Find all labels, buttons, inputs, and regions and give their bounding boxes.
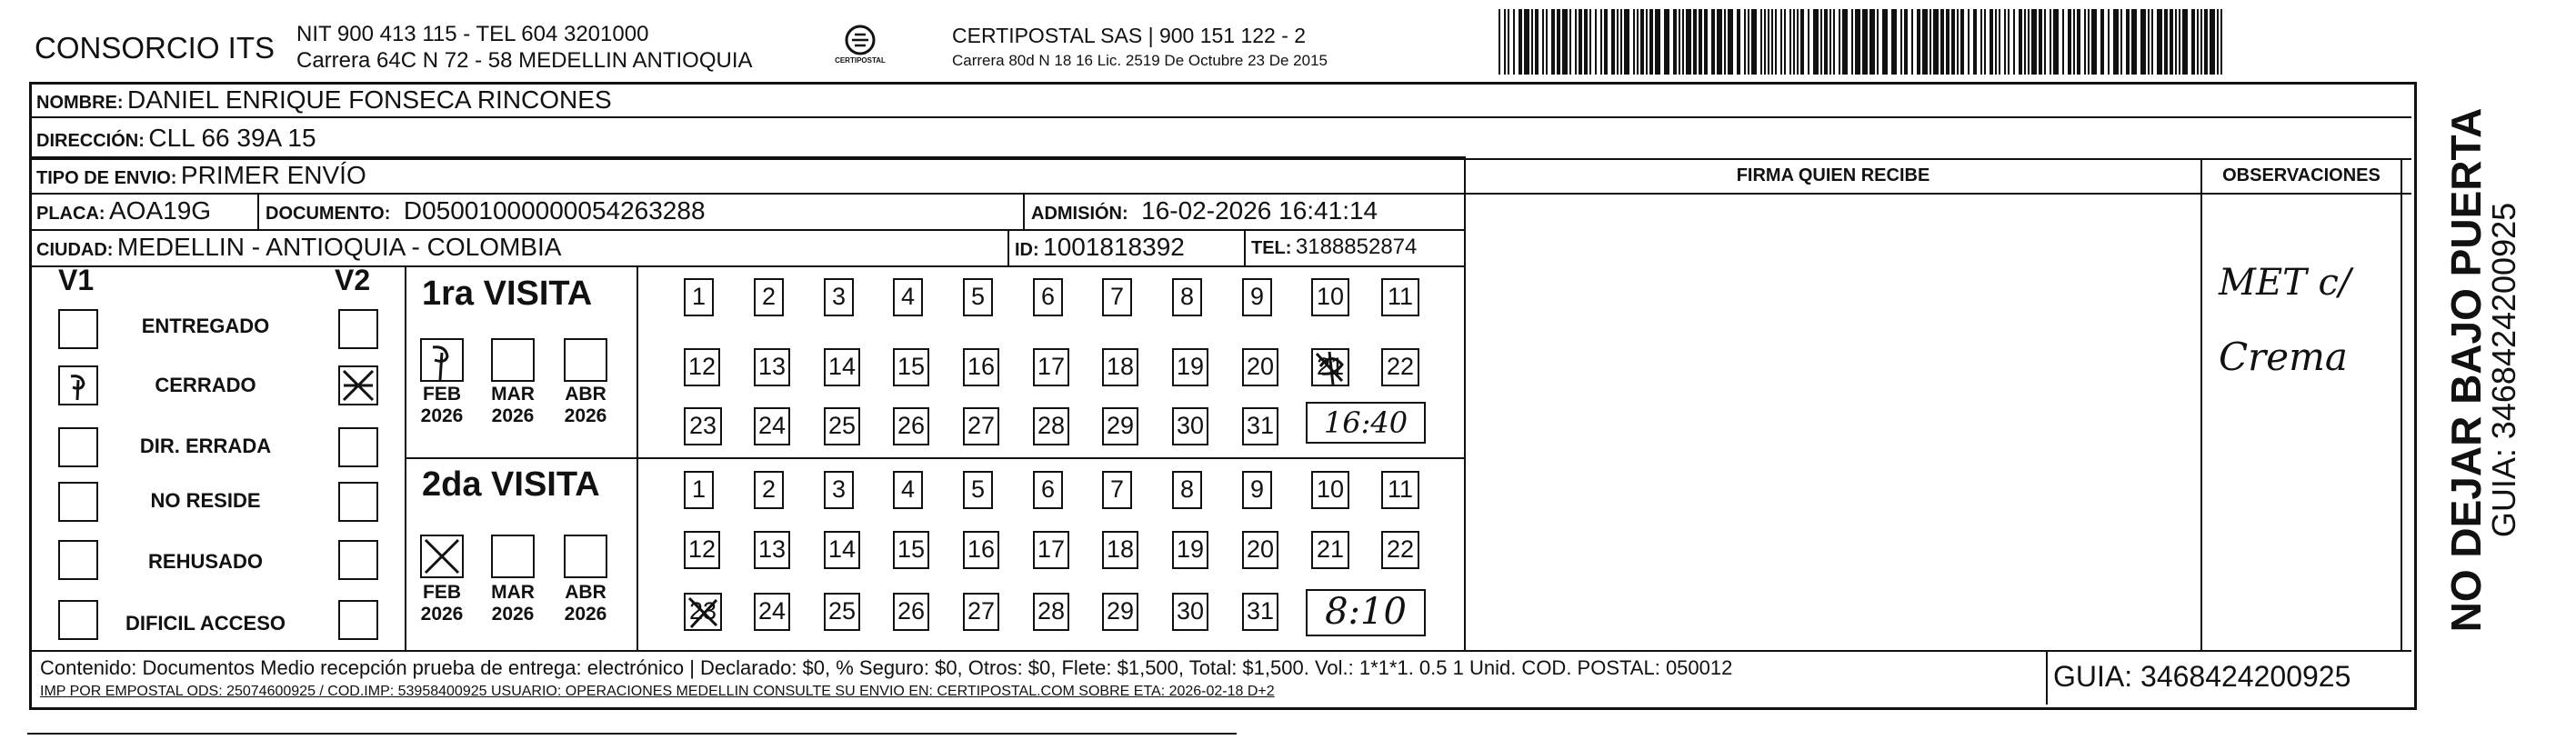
visit2-day[interactable]: 31	[1242, 593, 1278, 631]
visit1-day[interactable]: 7	[1102, 278, 1132, 316]
visit2-day[interactable]: 26	[893, 593, 929, 631]
visit1-day[interactable]: 9	[1242, 278, 1272, 316]
visit2-day[interactable]: 12	[684, 531, 720, 569]
visit1-day[interactable]: 11	[1381, 278, 1419, 316]
placa-value: AOA19G	[109, 196, 212, 225]
barcode	[1498, 9, 2226, 75]
tipo-label: TIPO DE ENVIO:	[36, 168, 177, 188]
nombre-row	[36, 85, 612, 115]
direccion-row	[36, 124, 316, 153]
visit1-month-abr-checkbox[interactable]	[564, 338, 607, 382]
visit1-mar-year: 2026	[491, 405, 535, 426]
visit2-day[interactable]: 25	[824, 593, 860, 631]
visit1-day[interactable]: 10	[1311, 278, 1349, 316]
x-mark-icon	[340, 367, 376, 404]
no-dejar-warning: NO DEJAR BAJO PUERTA	[2442, 107, 2490, 633]
visit2-day[interactable]: 4	[893, 471, 923, 509]
v2-label: V2	[335, 264, 371, 296]
observaciones-note-line2: Crema	[2219, 335, 2348, 379]
visit2-abr-label: ABR	[565, 582, 606, 603]
visit2-mar-year: 2026	[491, 604, 535, 625]
visit2-month-mar-checkbox[interactable]	[491, 535, 535, 578]
visit1-day[interactable]: 24	[754, 407, 790, 445]
visit2-day[interactable]: 5	[963, 471, 993, 509]
visit2-mar-label: MAR	[491, 582, 535, 603]
visit2-day[interactable]: 17	[1033, 531, 1069, 569]
visit2-day[interactable]: 10	[1311, 471, 1349, 509]
visit1-mar-label: MAR	[491, 384, 535, 405]
visit2-day[interactable]: 2	[754, 471, 784, 509]
visit2-month-feb	[415, 582, 469, 625]
visit2-month-feb-checkbox[interactable]	[420, 535, 464, 578]
visit2-month-mar	[486, 582, 540, 625]
nombre-value: DANIEL ENRIQUE FONSECA RINCONES	[127, 85, 612, 114]
visit1-day[interactable]: 3	[824, 278, 854, 316]
tel-field	[1251, 235, 1417, 260]
v1-label: V1	[58, 264, 95, 296]
v2-checkbox-rehusado[interactable]	[338, 540, 378, 580]
visit1-title: 1ra VISITA	[422, 275, 593, 313]
footer-imp-line: IMP POR EMPOSTAL ODS: 25074600925 / COD.IMP: 53958400925 USUARIO: OPERACIONES MEDELLIN CONSULTE SU ENVIO EN: CERTIPOSTAL.COM SOBRE ETA: 2026-02-18 D+2	[40, 684, 1275, 699]
visit1-day[interactable]: 12	[684, 348, 720, 386]
visit1-day-marked[interactable]: 21	[1311, 348, 1349, 386]
side-text	[2421, 105, 2521, 636]
visit2-abr-year: 2026	[564, 604, 607, 625]
visit1-month-abr	[558, 384, 613, 427]
v1-checkbox-entregado[interactable]	[58, 309, 98, 349]
v1-checkbox-cerrado[interactable]	[58, 365, 98, 405]
company-nit: NIT 900 413 115 - TEL 604 3201000	[296, 22, 649, 46]
visit2-day[interactable]: 22	[1381, 531, 1419, 569]
visit2-month-abr	[558, 582, 613, 625]
visit2-day[interactable]: 19	[1172, 531, 1208, 569]
visit2-day[interactable]: 13	[754, 531, 790, 569]
ciudad-field	[36, 233, 561, 262]
visit2-day[interactable]: 16	[963, 531, 999, 569]
logo-caption: CERTIPOSTAL	[835, 56, 886, 65]
visit2-day[interactable]: 6	[1033, 471, 1063, 509]
visit1-month-feb	[415, 384, 469, 427]
visit1-day[interactable]: 22	[1381, 348, 1419, 386]
visit1-abr-label: ABR	[565, 384, 606, 405]
visit2-day[interactable]: 29	[1102, 593, 1138, 631]
visit1-day[interactable]: 27	[963, 407, 999, 445]
admision-field	[1031, 196, 1378, 225]
visit2-time-box[interactable]: 8:10	[1306, 589, 1426, 636]
ciudad-label: CIUDAD:	[36, 240, 114, 260]
visit1-feb-year: 2026	[420, 405, 464, 426]
visit1-day[interactable]: 15	[893, 348, 929, 386]
v1-checkbox-no-reside[interactable]	[58, 482, 98, 522]
visit1-day[interactable]: 1	[684, 278, 714, 316]
tel-value: 3188852874	[1295, 235, 1418, 259]
v2-checkbox-entregado[interactable]	[338, 309, 378, 349]
certipostal-name: CERTIPOSTAL SAS | 900 151 122 - 2	[952, 24, 1307, 47]
visit1-day[interactable]: 28	[1033, 407, 1069, 445]
visit2-day[interactable]: 21	[1311, 531, 1349, 569]
footer-contenido: Contenido: Documentos Medio recepción prueba de entrega: electrónico | Declarado: $0, % Seguro: $0, Otros: $0, Flete: $1,500, Total: $1,500. Vol.: 1*1*1. 0.5 1 Unid. COD. POSTAL: 050012	[40, 656, 1733, 679]
v1-checkbox-dificil-acceso[interactable]	[58, 600, 98, 640]
visit1-day[interactable]: 2	[754, 278, 784, 316]
visit2-day[interactable]: 11	[1381, 471, 1419, 509]
visit2-day[interactable]: 24	[754, 593, 790, 631]
visit1-day[interactable]: 19	[1172, 348, 1208, 386]
visit2-day[interactable]: 15	[893, 531, 929, 569]
status-rehusado: REHUSADO	[148, 550, 263, 573]
visit2-day[interactable]: 1	[684, 471, 714, 509]
visit1-month-mar	[486, 384, 540, 427]
company-name: CONSORCIO ITS	[35, 31, 276, 65]
visit1-day[interactable]: 18	[1102, 348, 1138, 386]
visit2-day[interactable]: 27	[963, 593, 999, 631]
visit2-month-abr-checkbox[interactable]	[564, 535, 607, 578]
ciudad-value: MEDELLIN - ANTIOQUIA - COLOMBIA	[116, 233, 562, 261]
visit2-feb-year: 2026	[420, 604, 464, 625]
admision-value: 16-02-2026 16:41:14	[1141, 196, 1378, 225]
visit1-day[interactable]: 20	[1242, 348, 1278, 386]
v1-checkbox-rehusado[interactable]	[58, 540, 98, 580]
v2-checkbox-cerrado[interactable]	[338, 365, 378, 405]
x-mark-icon	[422, 536, 462, 576]
visit1-day[interactable]: 31	[1242, 407, 1278, 445]
x-mark-icon	[684, 593, 722, 631]
checkmark-icon	[60, 367, 96, 404]
visit2-day[interactable]: 28	[1033, 593, 1069, 631]
checkmark-icon	[422, 340, 462, 380]
visit1-day[interactable]: 14	[824, 348, 860, 386]
nombre-label: NOMBRE:	[36, 93, 124, 113]
certipostal-logo	[833, 20, 887, 75]
visit2-day[interactable]: 9	[1242, 471, 1272, 509]
visit1-day[interactable]: 8	[1172, 278, 1202, 316]
tel-label: TEL:	[1251, 238, 1292, 258]
tipo-row	[36, 161, 366, 190]
visit2-day[interactable]: 8	[1172, 471, 1202, 509]
placa-label: PLACA:	[36, 204, 105, 224]
visit2-day[interactable]: 30	[1172, 593, 1208, 631]
firma-header: FIRMA QUIEN RECIBE	[1736, 165, 1930, 185]
id-label: ID:	[1015, 240, 1039, 260]
visit1-month-mar-checkbox[interactable]	[491, 338, 535, 382]
footer-guia: GUIA: 3468424200925	[2053, 660, 2351, 693]
visit1-day[interactable]: 29	[1102, 407, 1138, 445]
visit1-day[interactable]: 17	[1033, 348, 1069, 386]
v2-checkbox-dificil-acceso[interactable]	[338, 600, 378, 640]
visit1-feb-label: FEB	[423, 384, 461, 405]
placa-field	[36, 196, 211, 225]
direccion-label: DIRECCIÓN:	[36, 131, 145, 151]
visit1-day[interactable]: 13	[754, 348, 790, 386]
visit1-day[interactable]: 25	[824, 407, 860, 445]
visit1-month-feb-checkbox[interactable]	[420, 338, 464, 382]
id-field	[1015, 233, 1185, 262]
v1-checkbox-dir-errada[interactable]	[58, 427, 98, 467]
admision-label: ADMISIÓN:	[1031, 204, 1128, 224]
visit2-day-marked[interactable]: 23	[684, 593, 722, 631]
visit2-title: 2da VISITA	[422, 465, 600, 504]
v2-checkbox-no-reside[interactable]	[338, 482, 378, 522]
direccion-value: CLL 66 39A 15	[148, 124, 316, 152]
status-dificil-acceso: DIFICIL ACCESO	[125, 612, 286, 635]
documento-value: D05001000000054263288	[403, 196, 706, 225]
certipostal-license: Carrera 80d N 18 16 Lic. 2519 De Octubre 23 De 2015	[952, 52, 1328, 69]
visit2-day[interactable]: 20	[1242, 531, 1278, 569]
visit2-day[interactable]: 7	[1102, 471, 1132, 509]
visit1-time-box[interactable]: 16:40	[1306, 402, 1426, 444]
id-value: 1001818392	[1043, 233, 1185, 261]
visit1-day[interactable]: 23	[684, 407, 722, 445]
visit1-day[interactable]: 16	[963, 348, 999, 386]
status-dir-errada: DIR. ERRADA	[139, 435, 272, 457]
status-no-reside: NO RESIDE	[150, 489, 261, 512]
tipo-value: PRIMER ENVÍO	[180, 161, 366, 189]
observaciones-note-line1: MET c/	[2219, 262, 2351, 304]
company-address: Carrera 64C N 72 - 58 MEDELLIN ANTIOQUIA	[296, 48, 753, 73]
scribble-mark-icon	[1311, 348, 1349, 386]
documento-label: DOCUMENTO:	[266, 204, 391, 224]
status-cerrado: CERRADO	[155, 374, 256, 396]
status-entregado: ENTREGADO	[141, 315, 270, 337]
documento-field	[266, 196, 706, 225]
visit1-day[interactable]: 26	[893, 407, 929, 445]
visit2-day[interactable]: 3	[824, 471, 854, 509]
visit2-day[interactable]: 18	[1102, 531, 1138, 569]
visit1-day[interactable]: 30	[1172, 407, 1208, 445]
visit1-day[interactable]: 5	[963, 278, 993, 316]
visit2-feb-label: FEB	[423, 582, 461, 603]
observaciones-header: OBSERVACIONES	[2222, 165, 2381, 185]
side-guia: GUIA: 3468424200925	[2485, 202, 2522, 538]
visit2-day[interactable]: 14	[824, 531, 860, 569]
v2-checkbox-dir-errada[interactable]	[338, 427, 378, 467]
visit1-day[interactable]: 6	[1033, 278, 1063, 316]
visit1-day[interactable]: 4	[893, 278, 923, 316]
visit1-abr-year: 2026	[564, 405, 607, 426]
